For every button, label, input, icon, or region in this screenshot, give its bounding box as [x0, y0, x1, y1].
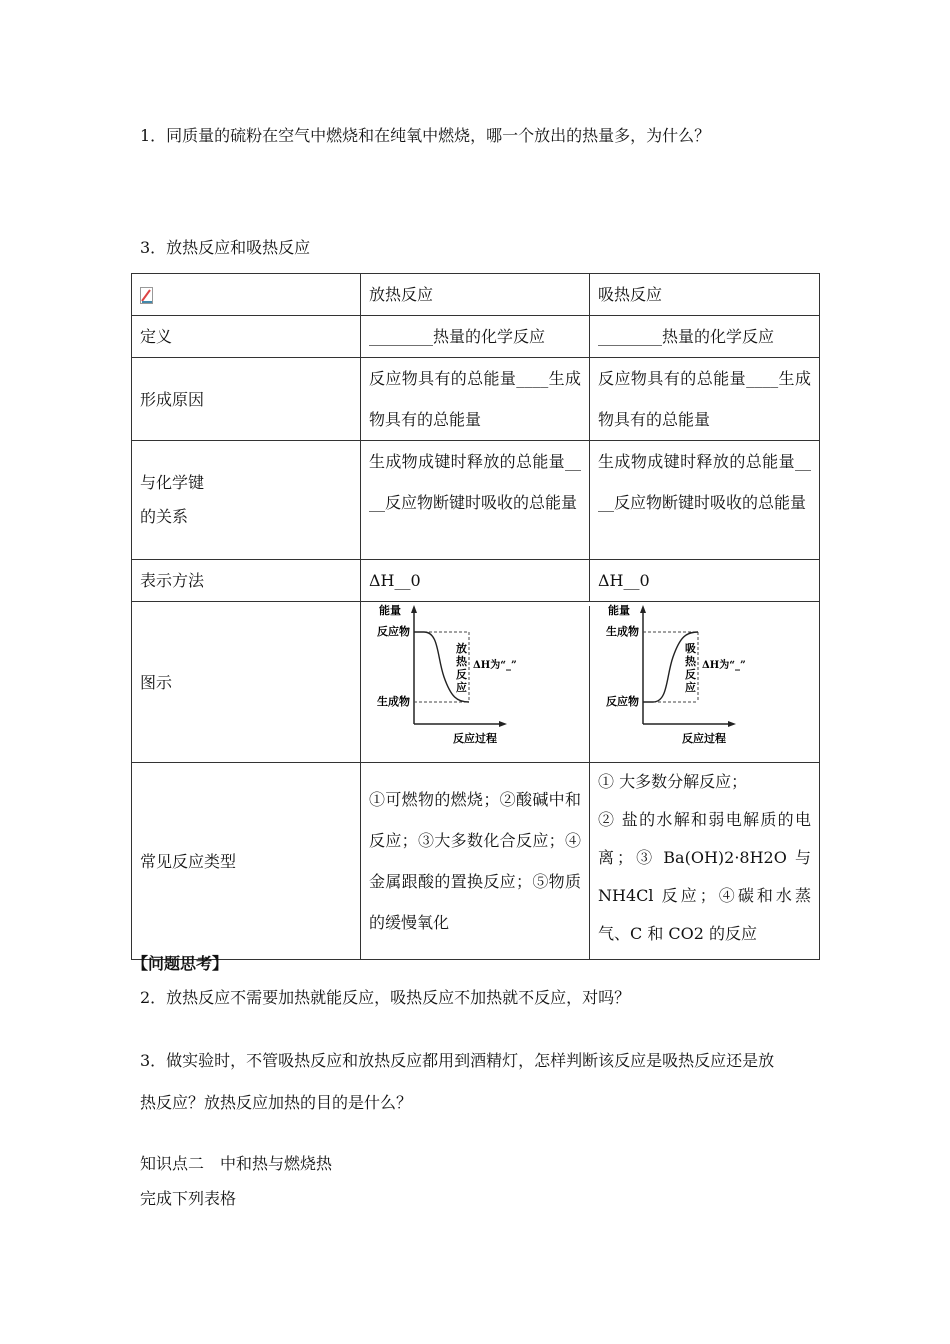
row-label: 图示: [132, 602, 361, 763]
side-char: 热: [456, 655, 467, 668]
top-level-label: 反应物: [377, 625, 410, 638]
x-axis-label: 反应过程: [453, 732, 497, 745]
cell: ΔH__0: [590, 560, 820, 602]
table-row: [132, 274, 820, 316]
row-label-line1: 与化学键: [140, 473, 205, 492]
y-axis-label: 能量: [379, 604, 401, 617]
cell: 反应物具有的总能量____生成物具有的总能量: [361, 358, 590, 441]
endo-types-rest: ② 盐的水解和弱电解质的电离；③ Ba(OH)2·8H2O 与 NH4Cl 反应；④碳和水蒸气、C 和 CO2 的反应: [598, 810, 811, 943]
side-char: 应: [456, 681, 467, 694]
side-char: 放: [456, 642, 467, 655]
endo-types-line1: ① 大多数分解反应；: [598, 772, 748, 791]
think-title: 【问题思考】: [132, 954, 229, 973]
side-char: 反: [685, 668, 696, 681]
cell: [590, 763, 820, 960]
table-row: [132, 602, 820, 763]
y-axis-label: 能量: [608, 604, 630, 617]
table-row: [132, 560, 820, 602]
row-label: 常见反应类型: [132, 763, 361, 960]
cell: ΔH__0: [361, 560, 590, 602]
knowledge-point-2-title: 知识点二 中和热与燃烧热: [140, 1154, 333, 1173]
reaction-comparison-table: [131, 273, 820, 960]
endothermic-energy-diagram: [598, 602, 827, 762]
exo-diagram-cell: [361, 602, 590, 763]
table-row: [132, 358, 820, 441]
header-exo: 放热反应: [361, 274, 590, 316]
table-row: [132, 316, 820, 358]
top-level-label: 生成物: [606, 625, 639, 638]
endo-diagram-cell: [590, 602, 820, 763]
cell: ________热量的化学反应: [361, 316, 590, 358]
delta-h-label: ΔH为“_”: [702, 660, 746, 671]
cell: ________热量的化学反应: [590, 316, 820, 358]
row-label: 表示方法: [132, 560, 361, 602]
cell: 反应物具有的总能量____生成物具有的总能量: [590, 358, 820, 441]
table-row: [132, 441, 820, 560]
row-label: [132, 441, 361, 560]
side-char: 热: [685, 655, 696, 668]
row-label: 定义: [132, 316, 361, 358]
corner-cell: [132, 274, 361, 316]
row-label-line2: 的关系: [140, 507, 189, 526]
bottom-level-label: 反应物: [606, 695, 639, 708]
section-3-title: 3．放热反应和吸热反应: [140, 238, 311, 257]
side-char: 吸: [685, 642, 696, 655]
delta-h-label: ΔH为“_”: [473, 660, 517, 671]
cell: ①可燃物的燃烧；②酸碱中和反应；③大多数化合反应；④金属跟酸的置换反应；⑤物质的缓慢氧化: [361, 763, 590, 960]
row-label: 形成原因: [132, 358, 361, 441]
question-3-line2: 热反应？放热反应加热的目的是什么？: [140, 1093, 413, 1112]
header-endo: 吸热反应: [590, 274, 820, 316]
k2-instruction: 完成下列表格: [140, 1189, 237, 1208]
cell: 生成物成键时释放的总能量____反应物断键时吸收的总能量: [361, 441, 590, 560]
exothermic-energy-diagram: [369, 602, 598, 762]
bottom-level-label: 生成物: [377, 695, 410, 708]
question-2: 2．放热反应不需要加热就能反应，吸热反应不加热就不反应，对吗？: [140, 988, 631, 1007]
cell: 生成物成键时释放的总能量____反应物断键时吸收的总能量: [590, 441, 820, 560]
side-char: 反: [456, 668, 467, 681]
table-row: [132, 763, 820, 960]
broken-image-icon: [140, 287, 154, 305]
x-axis-label: 反应过程: [682, 732, 726, 745]
side-char: 应: [685, 681, 696, 694]
question-1: 1．同质量的硫粉在空气中燃烧和在纯氧中燃烧，哪一个放出的热量多，为什么？: [140, 126, 711, 145]
question-3-line1: 3．做实验时，不管吸热反应和放热反应都用到酒精灯，怎样判断该反应是吸热反应还是放: [140, 1051, 775, 1070]
